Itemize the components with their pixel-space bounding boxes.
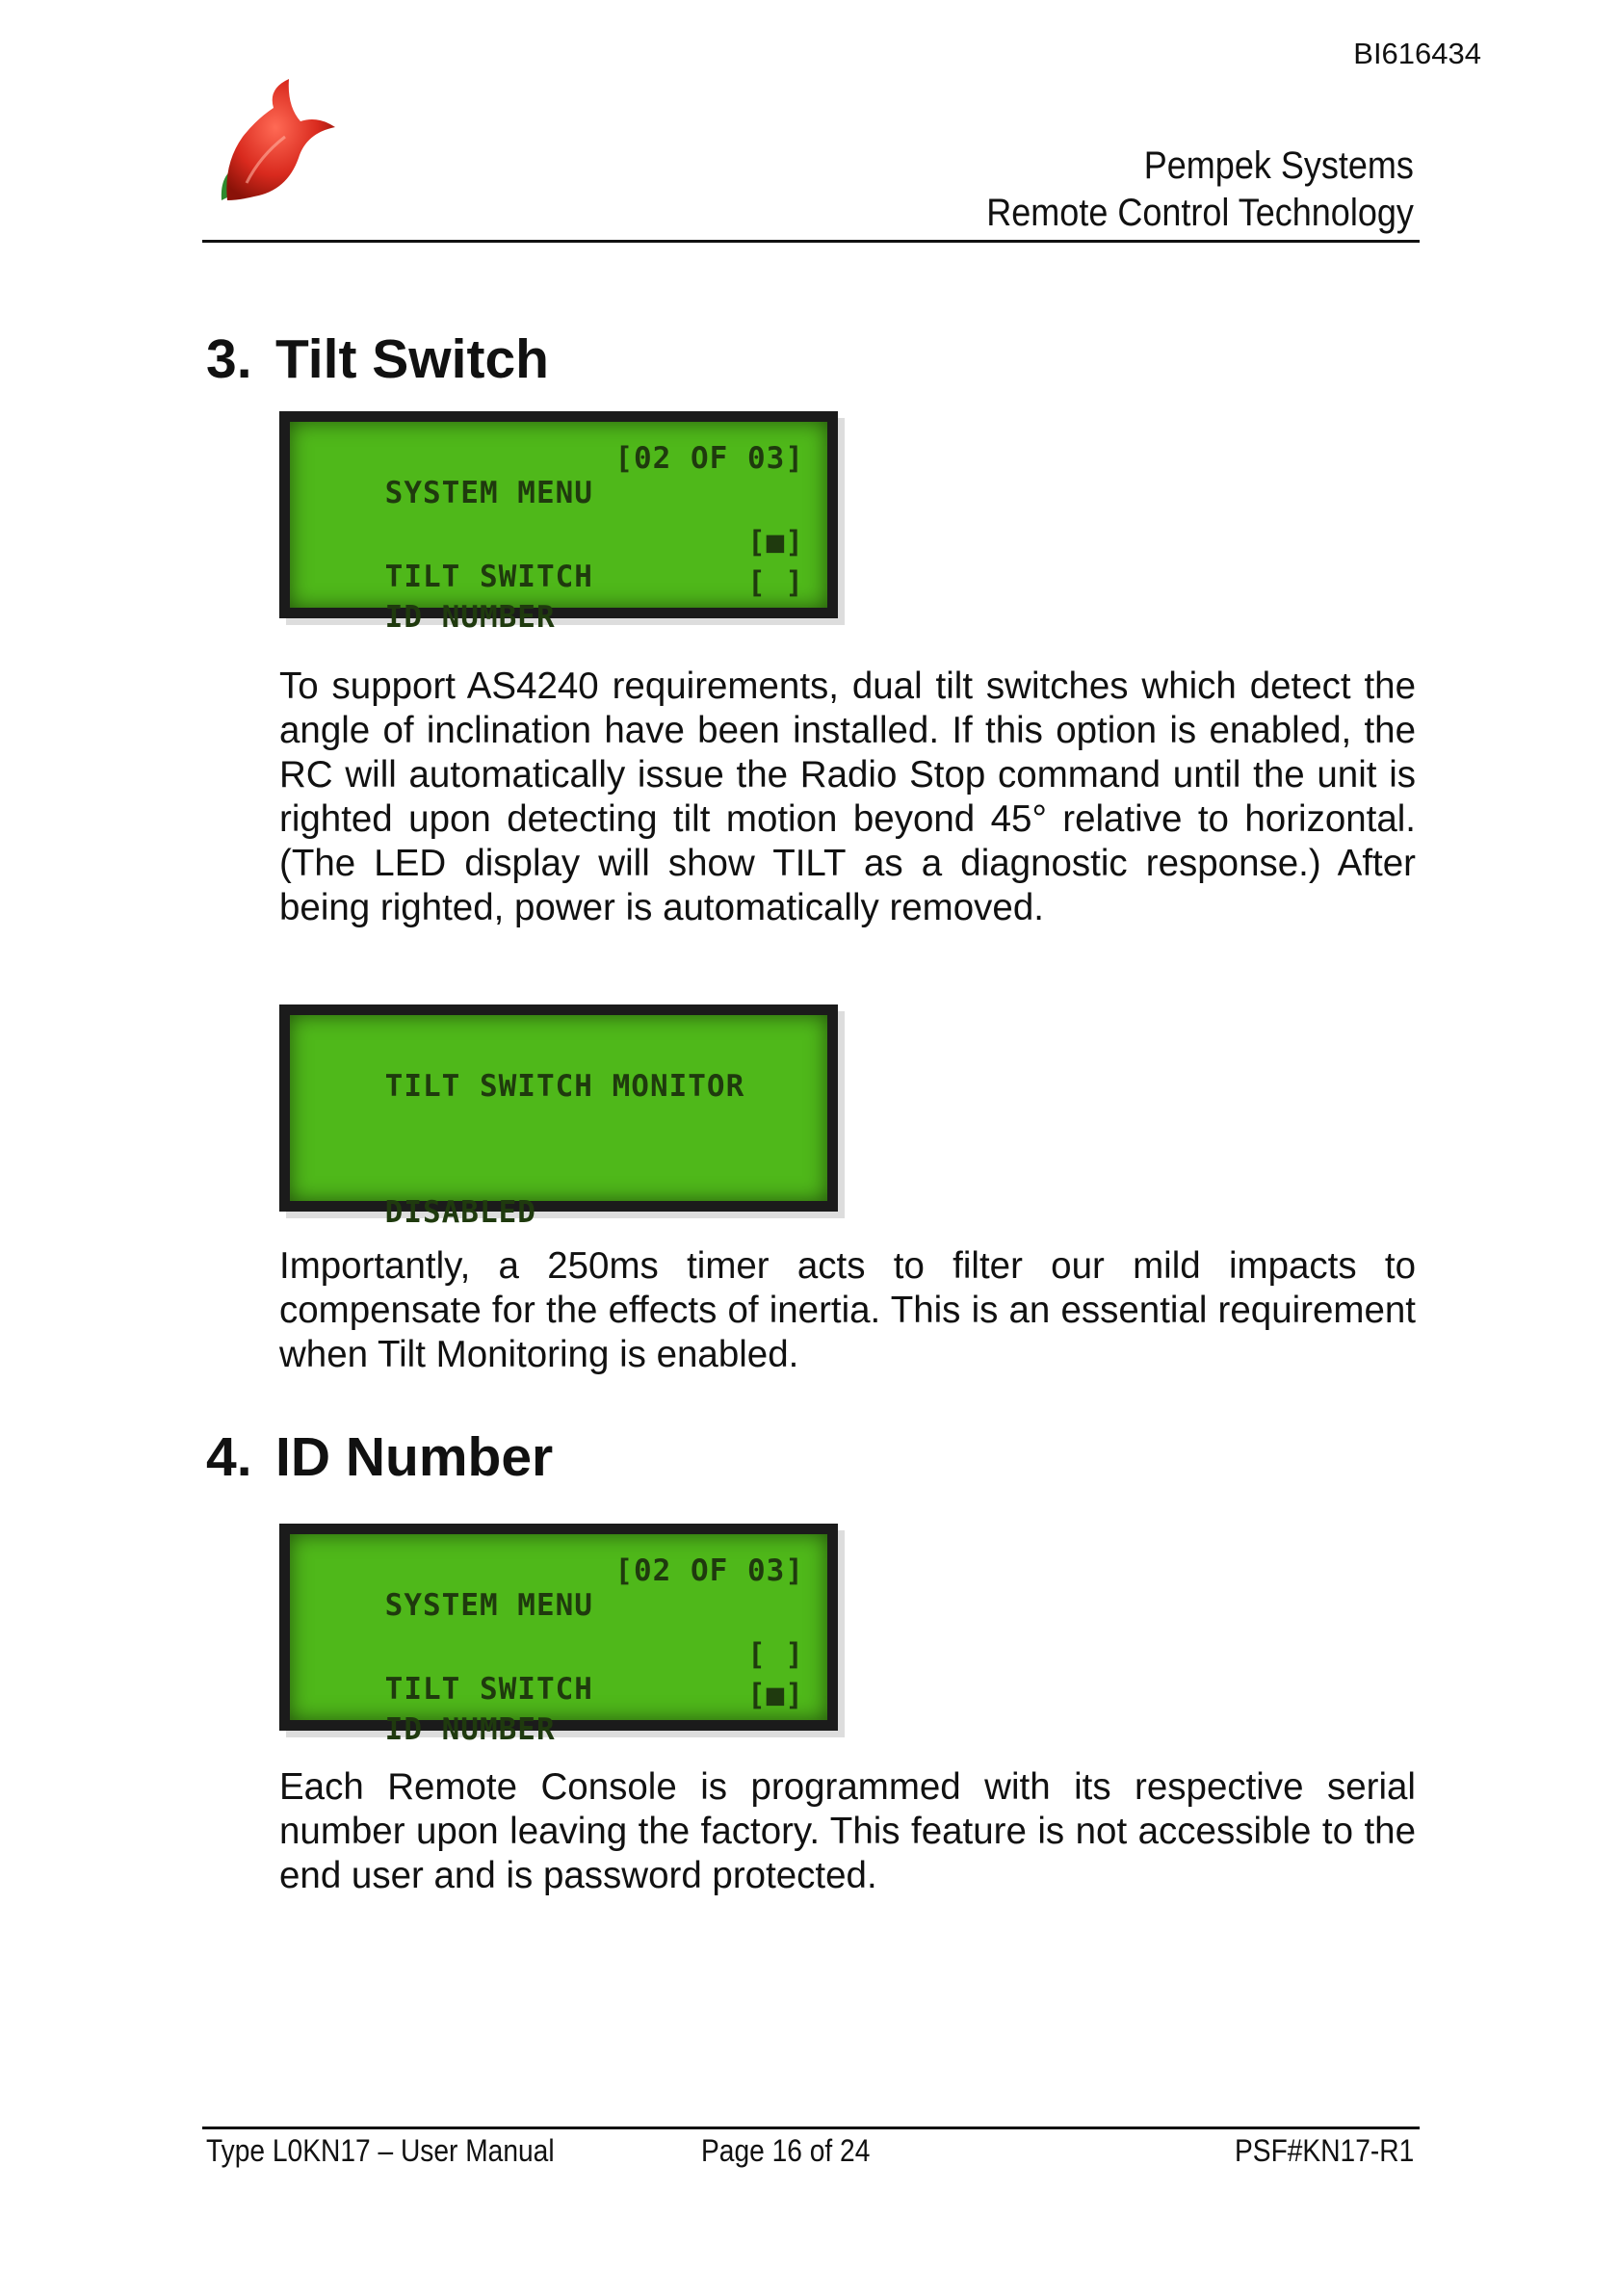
lcd-system-menu-id — [279, 1524, 838, 1747]
lcd-page-indicator: [02 OF 03] — [614, 441, 804, 476]
document-id: BI616434 — [1353, 37, 1481, 70]
section-title: Tilt Switch — [275, 328, 549, 390]
company-block — [939, 143, 1414, 237]
lcd-checkbox-checked: [■] — [747, 1678, 804, 1712]
section-number: 4. — [206, 1426, 252, 1488]
section-number: 3. — [206, 328, 252, 390]
lcd-system-menu-tilt — [279, 411, 838, 635]
lcd-checkbox-checked: [■] — [747, 525, 804, 560]
footer-rule — [202, 2126, 1420, 2129]
timer-description: Importantly, a 250ms timer acts to filter our mild impacts to compensate for the effects of inertia. This is an essential requirement when Tilt Monitoring is enabled. — [279, 1245, 1416, 1375]
lcd-option-label: TILT SWITCH — [384, 560, 593, 594]
tulip-logo-icon — [200, 77, 345, 222]
header-rule — [202, 240, 1420, 243]
lcd-page-indicator: [02 OF 03] — [614, 1553, 804, 1588]
lcd-menu-label: SYSTEM MENU — [384, 476, 593, 510]
company-name: Pempek Systems — [1143, 144, 1414, 187]
lcd-option-label: ID NUMBER — [384, 1712, 556, 1747]
lcd-monitor-status: DISABLED — [384, 1195, 536, 1230]
footer-manual-title: Type L0KN17 – User Manual — [206, 2133, 555, 2168]
footer-page-number: Page 16 of 24 — [701, 2133, 871, 2168]
section-heading-tilt-switch — [206, 327, 549, 391]
section-heading-id-number — [206, 1425, 553, 1489]
footer-document-code: PSF#KN17-R1 — [1235, 2133, 1415, 2168]
lcd-option-label: ID NUMBER — [384, 600, 556, 635]
section-title: ID Number — [275, 1426, 554, 1488]
lcd-line-1 — [309, 1034, 804, 1138]
company-tagline: Remote Control Technology — [986, 192, 1414, 234]
lcd-tilt-switch-monitor — [279, 1004, 838, 1230]
lcd-option-label: TILT SWITCH — [384, 1672, 593, 1707]
lcd-monitor-title: TILT SWITCH MONITOR — [384, 1069, 745, 1104]
id-number-description: Each Remote Console is programmed with its respective serial number upon leaving the factory. This feature is not accessible to the end user and is password protected. — [279, 1766, 1416, 1896]
lcd-menu-label: SYSTEM MENU — [384, 1588, 593, 1623]
lcd-checkbox-unchecked: [ ] — [747, 1637, 804, 1672]
tilt-switch-description: To support AS4240 requirements, dual tilt switches which detect the angle of inclination have been installed. If this option is enabled, the RC will automatically issue the Radio Stop command until the unit is righted upon detecting tilt motion beyond 45° relative to horizontal. (The LED display will show TILT as a diagnostic response.) After being righted, power is automatically removed. — [279, 665, 1416, 928]
lcd-checkbox-unchecked: [ ] — [747, 565, 804, 600]
